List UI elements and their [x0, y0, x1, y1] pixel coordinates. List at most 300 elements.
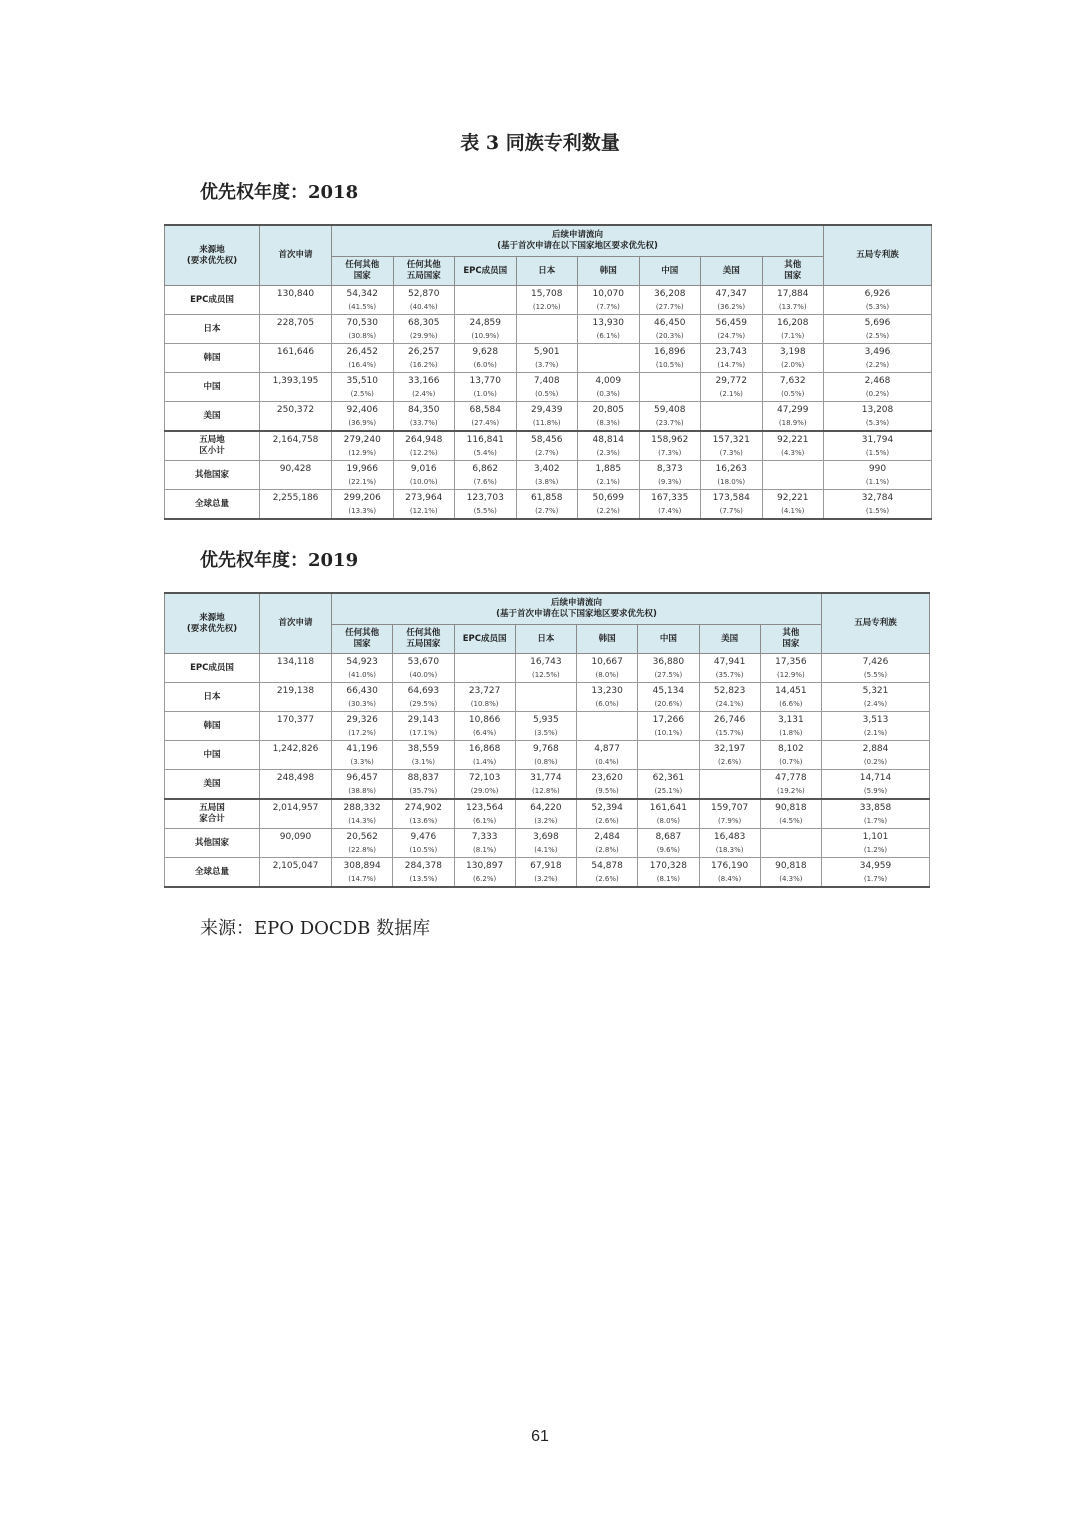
cell-value: 24,859: [469, 318, 501, 328]
table-cell: [760, 654, 821, 683]
cell-percent: (27.7%): [655, 303, 684, 311]
cell-value: 3,698: [532, 832, 559, 842]
cell-value: 173,584: [712, 493, 750, 503]
table-cell: [393, 373, 455, 402]
cell-value: 3,131: [777, 715, 804, 725]
cell-value: 17,266: [652, 715, 685, 725]
table-cell: [332, 461, 394, 490]
cell-percent: (17.1%): [409, 729, 438, 737]
cell-percent: (1.0%): [473, 390, 497, 398]
cell-value: 250,372: [276, 405, 315, 415]
cell-percent: (12.9%): [777, 671, 805, 679]
cell-percent: (2.3%): [596, 449, 620, 457]
cell-percent: (2.6%): [718, 758, 742, 766]
header-destination-2: EPC成员国: [455, 257, 517, 286]
cell-percent: (8.3%): [596, 419, 620, 427]
table-cell: [762, 490, 824, 520]
table-cell: [516, 373, 578, 402]
cell-percent: (27.5%): [654, 671, 683, 679]
cell-value: 29,326: [346, 715, 378, 725]
table-row: [165, 431, 932, 461]
table-row: [165, 461, 932, 490]
table-cell: [638, 712, 699, 741]
cell-percent: (2.4%): [863, 700, 888, 708]
row-label: 中国: [165, 373, 260, 402]
header-row: [165, 593, 930, 625]
cell-value: 116,841: [466, 435, 504, 445]
cell-value: 7,408: [533, 376, 560, 386]
cell-value: 1,393,195: [272, 376, 319, 386]
table-cell: [699, 683, 760, 712]
cell-percent: (4.1%): [534, 846, 558, 854]
cell-percent: (11.8%): [532, 419, 561, 427]
source-note: 来源：EPO DOCDB 数据库: [200, 918, 431, 939]
table-cell: [332, 286, 394, 315]
table-cell: [699, 741, 760, 770]
header-destination-5: 中国: [638, 625, 699, 654]
table-cell: [332, 654, 393, 683]
cell-value: 47,347: [715, 289, 747, 299]
cell-value: 279,240: [343, 435, 381, 445]
ip5-family-cell: [822, 829, 930, 858]
table-cell: [639, 344, 701, 373]
table-cell: [515, 683, 576, 712]
header-row: [165, 225, 932, 257]
table-cell: [332, 683, 393, 712]
table-cell: [516, 431, 578, 461]
row-label: 韩国: [165, 344, 260, 373]
cell-value: 48,814: [592, 435, 624, 445]
table-cell: [516, 490, 578, 520]
table-cell: [578, 490, 640, 520]
cell-value: 45,134: [652, 686, 685, 696]
table-cell: [699, 799, 760, 829]
table-cell: [332, 829, 393, 858]
table-row: [165, 490, 932, 520]
cell-value: 9,476: [410, 832, 437, 842]
cell-value: 33,166: [408, 376, 440, 386]
cell-value: 54,878: [591, 861, 623, 871]
cell-percent: (15.7%): [715, 729, 744, 737]
cell-value: 62,361: [652, 773, 685, 783]
cell-percent: (2.1%): [863, 729, 888, 737]
cell-value: 38,559: [407, 744, 440, 754]
table-row: [165, 829, 930, 858]
ip5-family-cell: [824, 286, 932, 315]
cell-value: 1,101: [862, 832, 889, 842]
cell-percent: (3.7%): [535, 361, 559, 369]
cell-value: 47,941: [713, 657, 746, 667]
cell-percent: (27.4%): [471, 419, 500, 427]
cell-value: 308,894: [343, 861, 381, 871]
cell-percent: (7.7%): [719, 507, 743, 515]
cell-value: 16,868: [468, 744, 501, 754]
cell-percent: (1.8%): [779, 729, 803, 737]
table-cell: [638, 858, 699, 888]
header-subsequent: 后续申请流向 (基于首次申请在以下国家地区要求优先权): [332, 225, 824, 257]
cell-percent: (17.2%): [348, 729, 376, 737]
cell-value: 23,620: [591, 773, 623, 783]
cell-value: 35,510: [346, 376, 378, 386]
cell-percent: (6.0%): [595, 700, 619, 708]
cell-value: 2,014,957: [272, 803, 319, 813]
table-cell: [699, 858, 760, 888]
cell-percent: (6.1%): [473, 817, 497, 825]
cell-value: 248,498: [276, 773, 315, 783]
cell-value: 9,768: [532, 744, 559, 754]
cell-value: 96,457: [346, 773, 378, 783]
cell-value: 219,138: [276, 686, 315, 696]
cell-value: 92,221: [777, 435, 809, 445]
cell-percent: (16.2%): [409, 361, 438, 369]
cell-value: 33,858: [859, 803, 892, 813]
cell-percent: (8.0%): [595, 671, 619, 679]
cell-value: 273,964: [405, 493, 443, 503]
cell-value: 90,090: [279, 832, 312, 842]
cell-value: 130,897: [466, 861, 504, 871]
row-label: 全球总量: [165, 490, 260, 520]
cell-value: 92,221: [777, 493, 809, 503]
cell-value: 8,373: [656, 464, 683, 474]
cell-percent: (3.3%): [350, 758, 374, 766]
cell-percent: (6.1%): [596, 332, 620, 340]
table-cell: [332, 431, 394, 461]
table-cell: [760, 858, 821, 888]
cell-percent: (29.5%): [409, 700, 438, 708]
table-cell: [455, 461, 517, 490]
row-label: 韩国: [165, 712, 260, 741]
cell-percent: (1.7%): [863, 875, 888, 883]
cell-value: 3,496: [864, 347, 891, 357]
table-cell: [455, 431, 517, 461]
cell-value: 56,459: [715, 318, 747, 328]
table-cell: [393, 654, 454, 683]
cell-percent: (13.7%): [778, 303, 807, 311]
table-body: [165, 654, 930, 888]
table-cell: [393, 770, 454, 800]
ip5-family-cell: [822, 770, 930, 800]
cell-value: 34,959: [859, 861, 892, 871]
table-cell: [638, 770, 699, 800]
cell-value: 52,394: [591, 803, 623, 813]
cell-percent: (30.3%): [348, 700, 376, 708]
cell-percent: (10.5%): [409, 846, 438, 854]
table-cell: [454, 799, 515, 829]
cell-value: 5,696: [864, 318, 891, 328]
table-cell: [760, 741, 821, 770]
cell-value: 13,230: [591, 686, 623, 696]
cell-value: 90,428: [279, 464, 312, 474]
table-cell: [701, 286, 763, 315]
cell-percent: (2.6%): [595, 817, 619, 825]
cell-value: 167,335: [651, 493, 689, 503]
cell-value: 41,196: [346, 744, 378, 754]
ip5-family-cell: [824, 344, 932, 373]
cell-value: 7,333: [471, 832, 498, 842]
cell-value: 90,818: [775, 861, 807, 871]
header-origin: 来源地 (要求优先权): [165, 593, 260, 654]
cell-percent: (3.1%): [411, 758, 435, 766]
table-cell: [393, 344, 455, 373]
cell-percent: (13.6%): [409, 817, 438, 825]
table-cell: [393, 315, 455, 344]
cell-percent: (3.2%): [534, 817, 558, 825]
table-cell: [393, 741, 454, 770]
cell-percent: (40.0%): [409, 671, 438, 679]
cell-value: 17,884: [777, 289, 809, 299]
table-row: [165, 770, 930, 800]
header-first-filing: 首次申请: [260, 593, 332, 654]
table-row: [165, 654, 930, 683]
table-cell: [639, 461, 701, 490]
cell-value: 134,118: [276, 657, 315, 667]
cell-percent: (41.5%): [348, 303, 377, 311]
cell-value: 15,708: [531, 289, 563, 299]
table-cell: [701, 402, 763, 432]
cell-percent: (2.6%): [595, 875, 619, 883]
page-number: 61: [531, 1428, 549, 1445]
table-row: [165, 712, 930, 741]
cell-percent: (4.5%): [779, 817, 803, 825]
ip5-family-cell: [824, 490, 932, 520]
table-row: [165, 683, 930, 712]
cell-percent: (7.3%): [719, 449, 743, 457]
first-filing-cell: [260, 402, 332, 432]
cell-percent: (20.3%): [655, 332, 684, 340]
cell-value: 16,483: [713, 832, 746, 842]
table-cell: [638, 799, 699, 829]
table-cell: [454, 712, 515, 741]
cell-value: 2,468: [864, 376, 891, 386]
cell-value: 5,901: [533, 347, 560, 357]
table-cell: [639, 490, 701, 520]
ip5-family-cell: [824, 402, 932, 432]
cell-percent: (2.4%): [412, 390, 436, 398]
cell-value: 228,705: [276, 318, 315, 328]
table-cell: [578, 315, 640, 344]
cell-percent: (2.5%): [350, 390, 374, 398]
first-filing-cell: [260, 373, 332, 402]
cell-percent: (41.0%): [348, 671, 376, 679]
table-cell: [455, 344, 517, 373]
cell-percent: (1.7%): [863, 817, 888, 825]
header-destination-4: 韩国: [577, 625, 638, 654]
table-cell: [454, 683, 515, 712]
cell-percent: (36.2%): [717, 303, 746, 311]
cell-percent: (2.1%): [596, 478, 620, 486]
cell-value: 47,778: [775, 773, 807, 783]
table-cell: [760, 770, 821, 800]
cell-percent: (12.1%): [409, 507, 438, 515]
cell-value: 26,746: [713, 715, 746, 725]
table-cell: [332, 799, 393, 829]
cell-percent: (10.5%): [655, 361, 684, 369]
header-destination-6: 美国: [701, 257, 763, 286]
cell-percent: (8.4%): [718, 875, 742, 883]
cell-percent: (25.1%): [654, 787, 683, 795]
first-filing-cell: [260, 858, 332, 888]
cell-percent: (14.7%): [717, 361, 746, 369]
row-label: 全球总量: [165, 858, 260, 888]
cell-value: 8,687: [655, 832, 682, 842]
cell-percent: (7.1%): [781, 332, 805, 340]
table-cell: [393, 829, 454, 858]
cell-value: 54,342: [346, 289, 378, 299]
cell-value: 288,332: [343, 803, 381, 813]
cell-value: 68,584: [469, 405, 501, 415]
table-cell: [454, 770, 515, 800]
cell-value: 2,105,047: [272, 861, 319, 871]
table-row: [165, 858, 930, 888]
cell-percent: (10.1%): [654, 729, 683, 737]
cell-value: 10,070: [592, 289, 624, 299]
table-cell: [515, 712, 576, 741]
cell-value: 5,935: [532, 715, 559, 725]
cell-value: 161,646: [276, 347, 315, 357]
first-filing-cell: [260, 799, 332, 829]
table-cell: [332, 770, 393, 800]
cell-percent: (36.9%): [348, 419, 377, 427]
table-row: [165, 799, 930, 829]
table-cell: [454, 829, 515, 858]
first-filing-cell: [260, 712, 332, 741]
cell-value: 9,016: [410, 464, 437, 474]
cell-value: 6,926: [864, 289, 891, 299]
cell-percent: (30.8%): [348, 332, 377, 340]
cell-value: 157,321: [712, 435, 750, 445]
cell-value: 4,009: [595, 376, 622, 386]
table-cell: [701, 490, 763, 520]
cell-value: 16,263: [715, 464, 747, 474]
table-row: [165, 315, 932, 344]
table-cell: [515, 770, 576, 800]
cell-value: 26,257: [408, 347, 440, 357]
row-label: 日本: [165, 683, 260, 712]
cell-value: 58,456: [531, 435, 563, 445]
cell-value: 264,948: [405, 435, 443, 445]
ip5-family-cell: [822, 654, 930, 683]
first-filing-cell: [260, 654, 332, 683]
row-label: 其他国家: [165, 461, 260, 490]
cell-value: 13,208: [861, 405, 894, 415]
cell-percent: (0.3%): [596, 390, 620, 398]
cell-value: 32,197: [713, 744, 746, 754]
cell-percent: (12.8%): [532, 787, 560, 795]
cell-percent: (1.2%): [863, 846, 888, 854]
first-filing-cell: [260, 490, 332, 520]
table-cell: [455, 490, 517, 520]
cell-value: 17,356: [775, 657, 807, 667]
cell-percent: (6.2%): [473, 875, 497, 883]
cell-value: 29,143: [407, 715, 440, 725]
header-destination-3: 日本: [516, 257, 578, 286]
cell-value: 72,103: [468, 773, 501, 783]
cell-value: 20,805: [592, 405, 624, 415]
cell-value: 36,208: [654, 289, 686, 299]
ip5-family-cell: [822, 799, 930, 829]
table-cell: [516, 315, 578, 344]
cell-percent: (12.0%): [532, 303, 561, 311]
header-destination-7: 其他 国家: [760, 625, 821, 654]
cell-percent: (9.5%): [595, 787, 619, 795]
table-cell: [332, 373, 394, 402]
cell-percent: (24.7%): [717, 332, 746, 340]
table-cell: [760, 683, 821, 712]
table-cell: [638, 829, 699, 858]
first-filing-cell: [260, 741, 332, 770]
cell-percent: (8.1%): [656, 875, 680, 883]
cell-value: 170,328: [649, 861, 687, 871]
cell-percent: (10.0%): [409, 478, 438, 486]
header-destination-0: 任何其他 国家: [332, 257, 394, 286]
cell-value: 2,884: [862, 744, 889, 754]
cell-percent: (4.3%): [781, 449, 805, 457]
cell-value: 29,772: [715, 376, 747, 386]
table-cell: [332, 741, 393, 770]
ip5-family-cell: [822, 858, 930, 888]
cell-value: 6,862: [472, 464, 499, 474]
cell-value: 31,774: [530, 773, 562, 783]
cell-value: 66,430: [346, 686, 378, 696]
table-cell: [332, 858, 393, 888]
cell-percent: (35.7%): [715, 671, 744, 679]
cell-value: 123,703: [466, 493, 504, 503]
table-cell: [332, 712, 393, 741]
first-filing-cell: [260, 683, 332, 712]
cell-percent: (12.5%): [532, 671, 560, 679]
ip5-family-cell: [822, 741, 930, 770]
row-label: 美国: [165, 770, 260, 800]
cell-value: 284,378: [404, 861, 442, 871]
table-cell: [515, 858, 576, 888]
cell-percent: (19.2%): [777, 787, 805, 795]
cell-percent: (5.5%): [473, 507, 497, 515]
cell-percent: (0.5%): [535, 390, 559, 398]
cell-value: 92,406: [346, 405, 378, 415]
table-cell: [577, 654, 638, 683]
table-cell: [762, 431, 824, 461]
table-cell: [455, 286, 517, 315]
table-cell: [577, 712, 638, 741]
table-cell: [393, 286, 455, 315]
table-cell: [638, 741, 699, 770]
first-filing-cell: [260, 829, 332, 858]
header-destination-4: 韩国: [578, 257, 640, 286]
cell-value: 3,402: [533, 464, 560, 474]
header-destination-5: 中国: [639, 257, 701, 286]
cell-value: 64,220: [530, 803, 562, 813]
cell-value: 4,877: [594, 744, 620, 754]
table-cell: [515, 799, 576, 829]
cell-percent: (13.3%): [348, 507, 377, 515]
ip5-family-cell: [822, 683, 930, 712]
cell-value: 67,918: [530, 861, 562, 871]
cell-percent: (0.8%): [534, 758, 558, 766]
first-filing-cell: [260, 431, 332, 461]
cell-percent: (8.1%): [473, 846, 497, 854]
cell-percent: (12.2%): [409, 449, 438, 457]
ip5-family-cell: [824, 315, 932, 344]
cell-percent: (2.7%): [535, 449, 559, 457]
cell-percent: (24.1%): [715, 700, 744, 708]
row-label: 其他国家: [165, 829, 260, 858]
cell-percent: (7.7%): [596, 303, 620, 311]
first-filing-cell: [260, 286, 332, 315]
table-row: [165, 741, 930, 770]
cell-percent: (0.4%): [595, 758, 619, 766]
table-cell: [701, 315, 763, 344]
table-cell: [393, 799, 454, 829]
